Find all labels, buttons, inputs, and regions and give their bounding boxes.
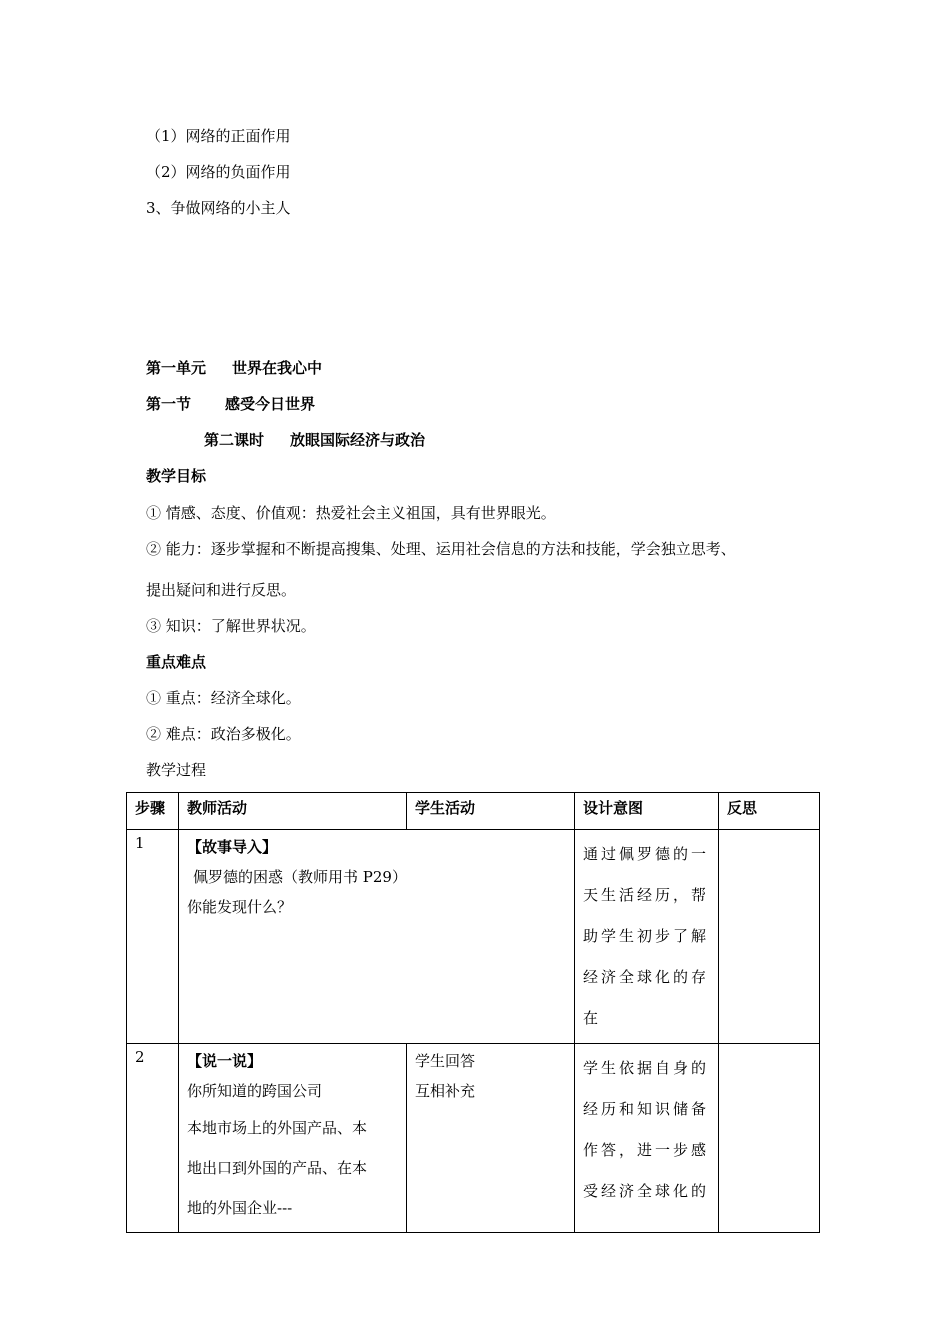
intent-line: 助学生初步了解 [583, 927, 710, 945]
table-row [127, 1044, 820, 1233]
reflection-cell [719, 1044, 820, 1233]
table-row [127, 830, 820, 1044]
intent-line: 经济全球化的存 [583, 968, 710, 986]
teacher-line: 本地市场上的外国产品、本 [187, 1119, 368, 1137]
column-header-student: 学生活动 [407, 793, 575, 830]
outline-item-3: 3、争做网络的小主人 [146, 199, 291, 217]
outline-item-1: （1）网络的正面作用 [146, 127, 291, 145]
activity-tag: 【故事导入】 [187, 838, 278, 856]
column-header-teacher: 教师活动 [179, 793, 407, 830]
section-heading [146, 394, 315, 414]
intent-cell [575, 1044, 719, 1233]
column-header-intent: 设计意图 [575, 793, 719, 830]
student-activity-cell [407, 1044, 575, 1233]
intent-line: 作答，进一步感 [583, 1141, 710, 1159]
intent-cell [575, 830, 719, 1044]
intent-line: 天生活经历，帮 [583, 886, 710, 904]
lesson-heading [204, 430, 425, 450]
outline-item-2: （2）网络的负面作用 [146, 163, 291, 181]
teacher-activity-cell [179, 1044, 407, 1233]
teacher-line: 你能发现什么？ [187, 898, 293, 916]
intent-line: 受经济全球化的 [583, 1182, 710, 1200]
activity-tag: 【说一说】 [187, 1052, 263, 1070]
key-point-2: ② 难点：政治多极化。 [146, 725, 301, 743]
step-cell: 2 [127, 1044, 179, 1233]
unit-heading [146, 358, 322, 378]
objectives-heading: 教学目标 [146, 467, 207, 485]
teacher-line: 你所知道的跨国公司 [187, 1082, 323, 1100]
unit-title: 世界在我心中 [232, 359, 323, 377]
unit-label: 第一单元 [146, 359, 207, 377]
student-line: 互相补充 [415, 1082, 476, 1100]
objective-2: ② 能力：逐步掌握和不断提高搜集、处理、运用社会信息的方法和技能，学会独立思考、 [146, 540, 736, 558]
intent-line: 在 [583, 1009, 602, 1027]
lesson-title: 放眼国际经济与政治 [290, 431, 426, 449]
step-cell: 1 [127, 830, 179, 1044]
lesson-label: 第二课时 [204, 431, 265, 449]
reflection-cell [719, 830, 820, 1044]
teacher-line: 地的外国企业--- [187, 1199, 293, 1217]
objective-3: ③ 知识：了解世界状况。 [146, 617, 316, 635]
key-point-1: ① 重点：经济全球化。 [146, 689, 301, 707]
table-header-row [127, 793, 820, 830]
objective-1: ① 情感、态度、价值观：热爱社会主义祖国，具有世界眼光。 [146, 504, 556, 522]
teacher-activity-cell [179, 830, 575, 1044]
section-title: 感受今日世界 [225, 395, 316, 413]
intent-line: 经历和知识储备 [583, 1100, 710, 1118]
intent-line: 学生依据自身的 [583, 1059, 710, 1077]
student-line: 学生回答 [415, 1052, 476, 1070]
process-heading: 教学过程 [146, 761, 207, 779]
section-label: 第一节 [146, 395, 192, 413]
process-table [126, 792, 820, 1233]
column-header-step: 步骤 [127, 793, 179, 830]
column-header-reflection: 反思 [719, 793, 820, 830]
teacher-line: 地出口到外国的产品、在本 [187, 1159, 368, 1177]
key-points-heading: 重点难点 [146, 653, 207, 671]
teacher-line: 佩罗德的困惑（教师用书 P29） [193, 868, 407, 886]
objective-2-continued: 提出疑问和进行反思。 [146, 581, 297, 599]
intent-line: 通过佩罗德的一 [583, 845, 710, 863]
